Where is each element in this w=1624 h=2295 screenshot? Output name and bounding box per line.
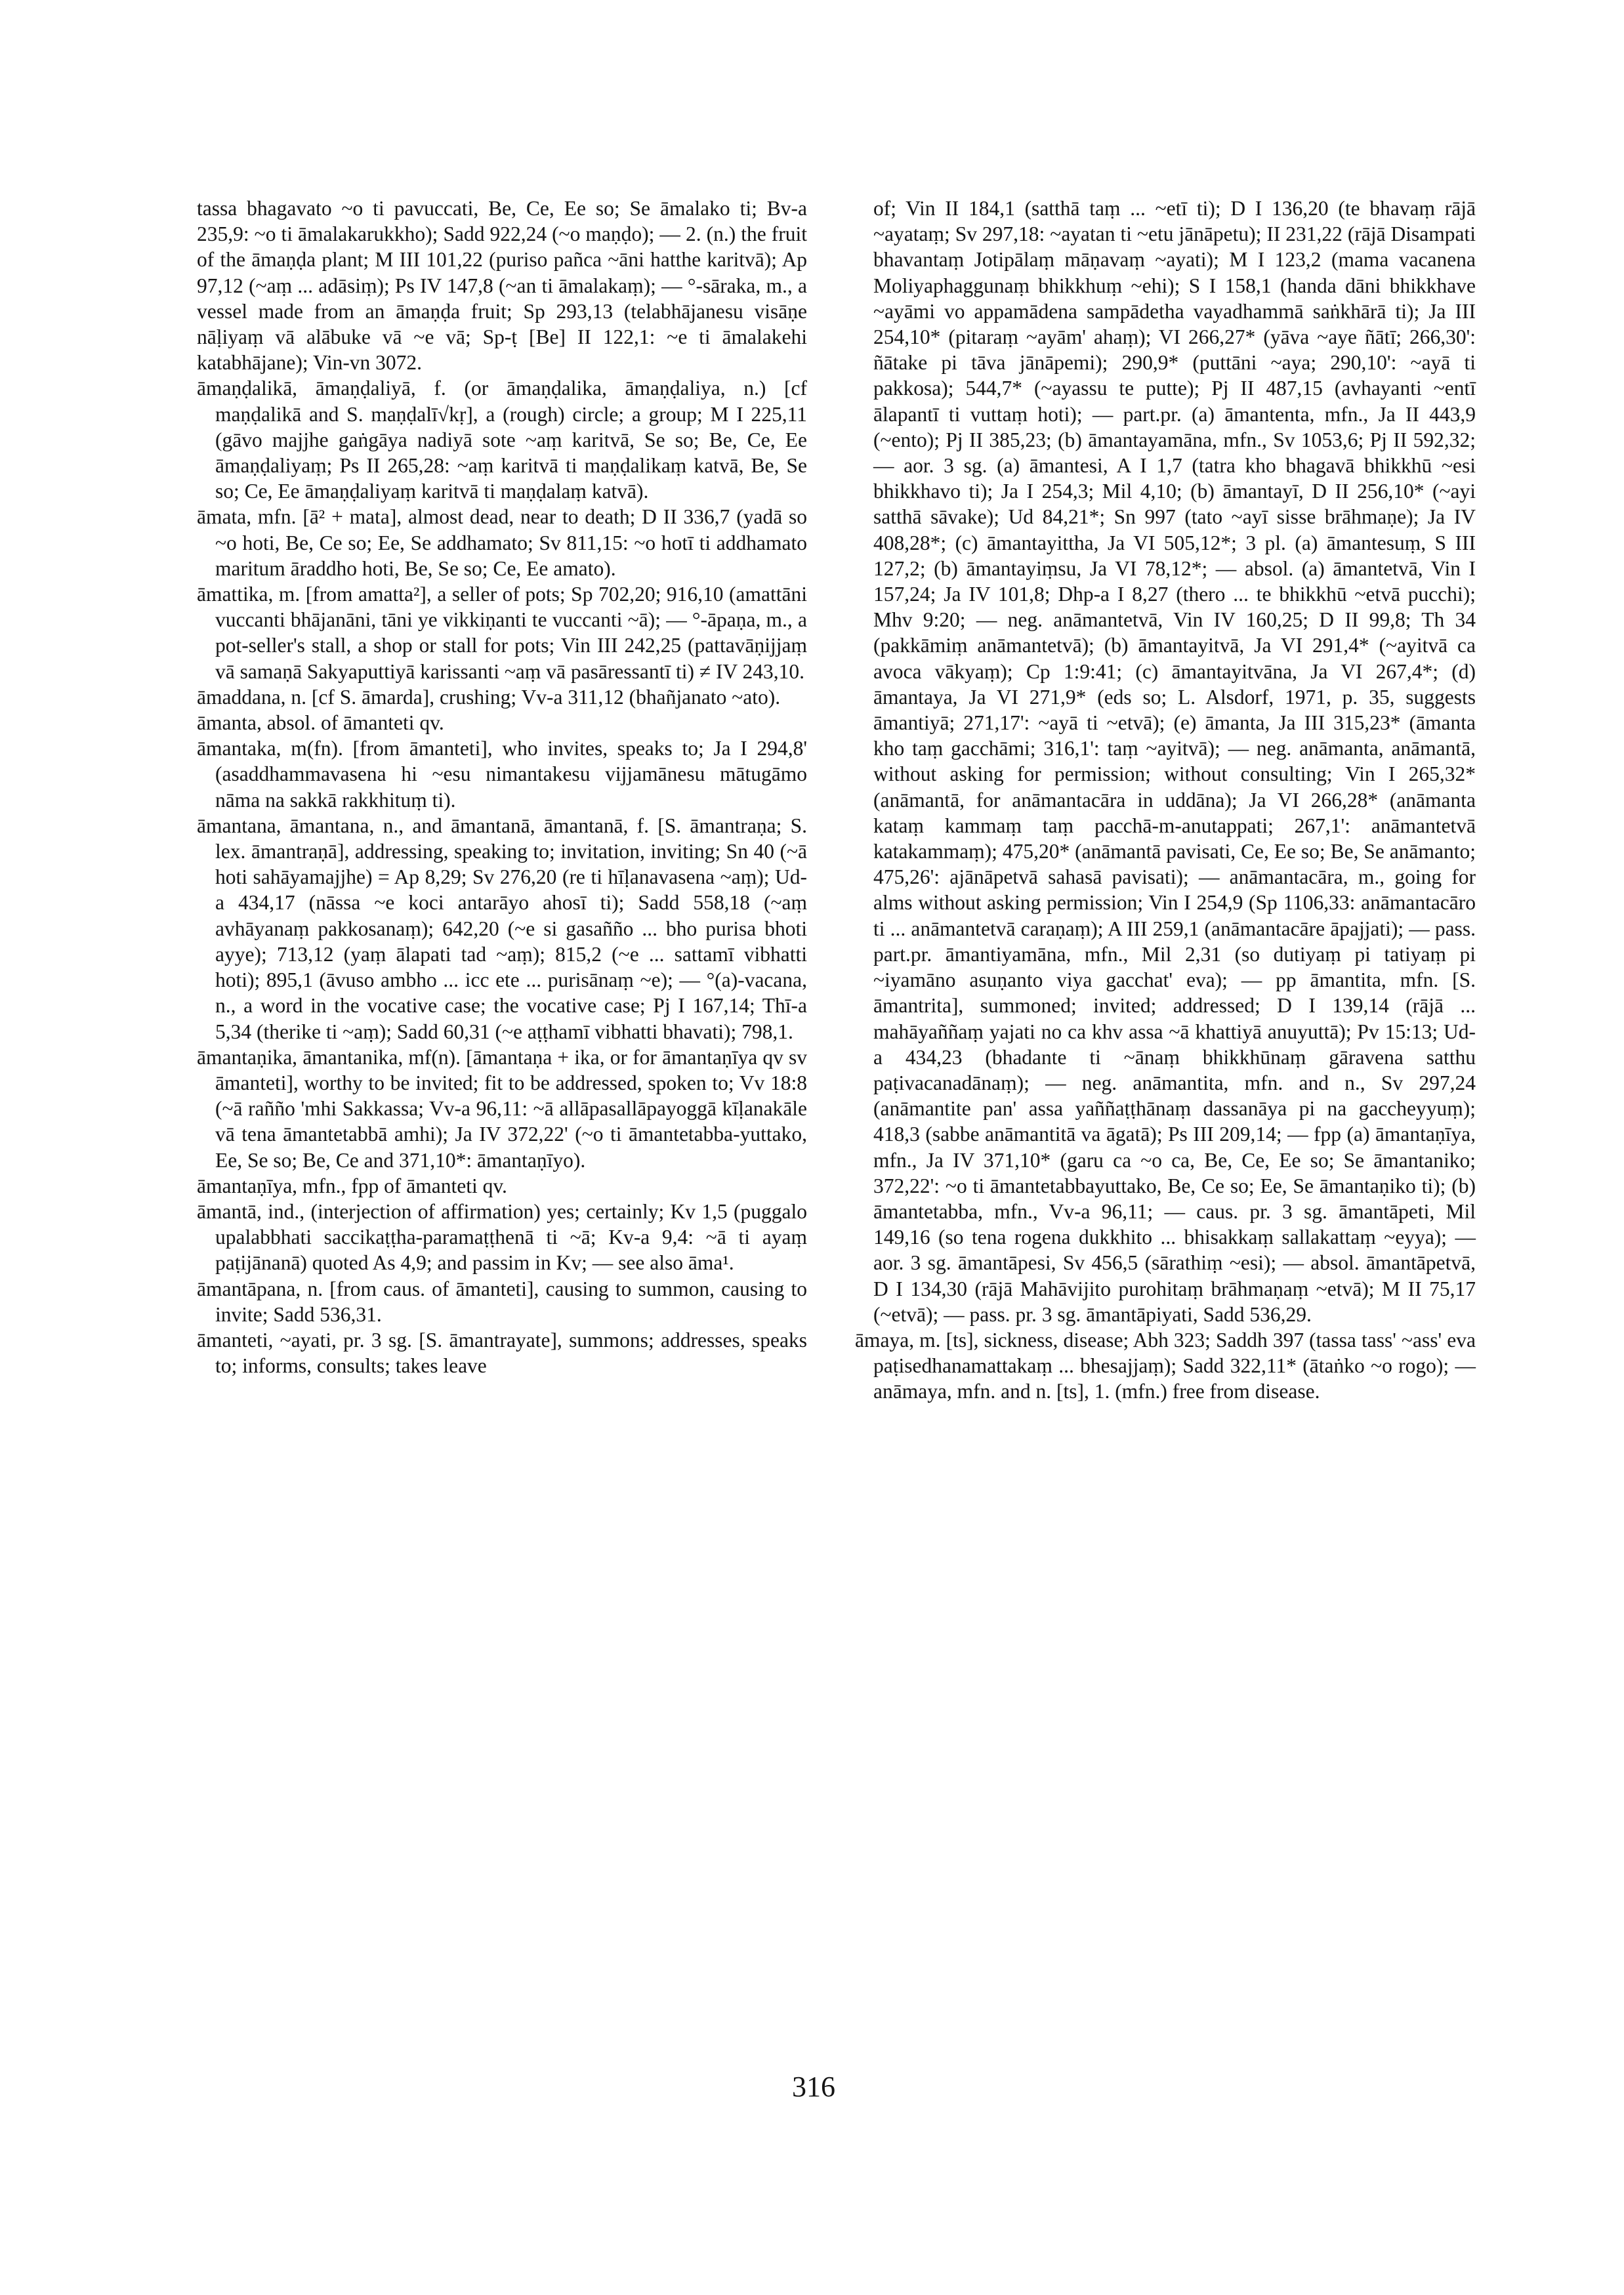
entry-amantana: āmantana, āmantana, n., and āmantanā, āmantanā, f. [S. āmantraṇa; S. lex. āmantraṇā], addressing, speaking to; invitation, inviting; Sn 40 (~ā hoti sahāyamajjhe) = Ap 8,29; Sv 276,20 (re ti hīḷanavasena ~aṃ); Ud-a 434,17 (nāssa ~e koci antarāyo ahosī ti); Sadd 558,18 (~aṃ avhāyanaṃ pakkosanaṃ); 642,20 (~e si gasañño ... bho purisa bhoti ayye); 713,12 (yaṃ ālapati tad ~aṃ); 815,2 (~e ... sattamī vibhatti hoti); 895,1 (āvuso ambho ... icc ete ... purisānaṃ ~e); — °(a)-vacana, n., a word in the vocative case; the vocative case; Pj I 167,14; Thī-a 5,34 (therike ti ~aṃ); Sadd 60,31 (~e aṭṭhamī vibhatti bhavati); 798,1. bbox=[197, 814, 807, 1043]
entry-amaddana: āmaddana, n. [cf S. āmarda], crushing; Vv-a 311,12 (bhañjanato ~ato). bbox=[197, 685, 781, 709]
entry-amanta-ind: āmantā, ind., (interjection of affirmation) yes; certainly; Kv 1,5 (puggalo upalabbhati saccikaṭṭha-paramaṭṭhenā ti ~ā; Kv-a 9,4: ~ā ti ayaṃ paṭijānanā) quoted As 4,9; and passim in Kv; — see also āma¹. bbox=[197, 1199, 807, 1275]
entry-amanta: āmanta, absol. of āmanteti qv. bbox=[197, 711, 444, 735]
entry-amanteti: āmanteti, ~ayati, pr. 3 sg. [S. āmantrayate], summons; addresses, speaks to; informs, consults; takes leave bbox=[197, 1328, 807, 1378]
entry-amantapana: āmantāpana, n. [from caus. of āmanteti], causing to summon, causing to invite; Sadd 536,31. bbox=[197, 1277, 807, 1326]
left-column bbox=[197, 196, 807, 1378]
entry-amantaniya: āmantaṇīya, mfn., fpp of āmanteti qv. bbox=[197, 1174, 507, 1197]
entry-amantaka: āmantaka, m(fn). [from āmanteti], who invites, speaks to; Ja I 294,8' (asaddhammavasena hi ~esu nimantakesu vijjamānesu mātugāmo nāma na sakkā rakkhituṃ ti). bbox=[197, 737, 807, 812]
entry-amaya: āmaya, m. [ts], sickness, disease; Abh 323; Saddh 397 (tassa tass' ~ass' eva paṭisedhanamattakaṃ ... bhesajjaṃ); Sadd 322,11* (ātaṅko ~o rogo); — anāmaya, mfn. and n. [ts], 1. (mfn.) free from disease. bbox=[855, 1328, 1476, 1403]
right-column bbox=[855, 196, 1476, 1405]
entry-amattika: āmattika, m. [from amatta²], a seller of pots; Sp 702,20; 916,10 (amattāni vuccanti bhājanāni, tāni ye vikkiṇanti te vuccanti ~ā); — °-āpaṇa, m., a pot-seller's stall, a shop or stall for pots; Vin III 242,25 (pattavāṇijjaṃ vā samaṇā Sakyaputtiyā karissanti ~aṃ vā pasāressantī ti) ≠ IV 243,10. bbox=[197, 583, 807, 683]
entry-amantanika: āmantaṇika, āmantanika, mf(n). [āmantaṇa + ika, or for āmantaṇīya qv sv āmanteti], worthy to be invited; fit to be addressed, spoken to; Vv 18:8 (~ā rañño 'mhi Sakkassa; Vv-a 96,11: ~ā allāpasallāpayoggā kīḷanakāle vā tena āmantetabbā amhi); Ja IV 372,22' (~o ti āmantetabba-yuttako, Ee, Se so; Be, Ce and 371,10*: āmantaṇīyo). bbox=[197, 1045, 807, 1172]
page-number: 316 bbox=[792, 2071, 835, 2103]
entry-continuation: tassa bhagavato ~o ti pavuccati, Be, Ce, Ee so; Se āmalako ti; Bv-a 235,9: ~o ti āmalakarukkho); Sadd 922,24 (~o maṇḍo); — 2. (n.) the fruit of the āmaṇḍa plant; M III 101,22 (puriso pañca ~āni hatthe karitvā); Ap 97,12 (~aṃ ... adāsiṃ); Ps IV 147,8 (~an ti āmalakaṃ); — °-sāraka, m., a vessel made from an āmaṇḍa fruit; Sp 293,13 (telabhājanesu visāṇe nāḷiyaṃ vā alābuke vā ~e vā; Sp-ṭ [Be] II 122,1: ~e ti āmalakehi katabhājane); Vin-vn 3072. bbox=[197, 197, 807, 375]
entry-amanteti-continuation: of; Vin II 184,1 (satthā taṃ ... ~etī ti); D I 136,20 (te bhavaṃ rājā ~ayataṃ; Sv 297,18: ~ayatan ti ~etu jānāpetu); II 231,22 (rājā Disampati bhavantaṃ Jotipālaṃ māṇavaṃ ~ayati); M I 123,2 (mama vacanena Moliyaphaggunaṃ bhikkhuṃ ~ehi); S I 158,1 (handa dāni bhikkhave ~ayāmi vo appamādena sampādetha vayadhammā saṅkhārā ti); Ja III 254,10* (pitaraṃ ~ayām' ahaṃ); VI 266,27* (yāva ~aye ñātī; 266,30': ñātake pi tāva jānāpemi); 290,9* (puttāni ~aya; 290,10': ~ayā ti pakkosa); 544,7* (~ayassu te putte); Pj II 487,15 (avhayanti ~entī ālapantī ti vuttaṃ hoti); — part.pr. (a) āmantenta, mfn., Ja II 443,9 (~ento); Pj II 385,23; (b) āmantayamāna, mfn., Sv 1053,6; Pj II 592,32; — aor. 3 sg. (a) āmantesi, A I 1,7 (tatra kho bhagavā bhikkhū ~esi bhikkhavo ti); Ja I 254,3; Mil 4,10; (b) āmantayī, D II 256,10* (~ayi satthā sāvake); Ud 84,21*; Sn 997 (tato ~ayī sisse brāhmaṇe); Ja IV 408,28*; (c) āmantayittha, Ja VI 505,12*; 3 pl. (a) āmantesuṃ, S III 127,2; (b) āmantayiṃsu, Ja VI 78,12*; — absol. (a) āmantetvā, Vin I 157,24; Ja IV 101,8; Dhp-a I 8,27 (thero ... te bhikkhū ~etvā pucchi); Mhv 9:20; — neg. anāmantetvā, Vin IV 160,25; D II 99,8; Th 34 (pakkāmiṃ anāmantetvā); (b) āmantayitvā, Ja VI 291,4* (~ayitvā ca avoca vākyaṃ); Cp 1:9:41; (c) āmantayitvāna, Ja VI 267,4*; (d) āmantaya, Ja VI 271,9* (eds so; L. Alsdorf, 1971, p. 35, suggests āmantiyā; 271,17': ~ayā ti ~etvā); (e) āmanta, Ja III 315,23* (āmanta kho taṃ gacchāmi; 316,1': taṃ ~ayitvā); — neg. anāmanta, anāmantā, without asking for permission; without consulting; Vin I 265,32* (anāmantā, for anāmantacāra in uddāna); Ja VI 266,28* (anāmanta kataṃ kammaṃ taṃ pacchā-m-anutappati; 267,1': anāmantetvā katakammaṃ); 475,20* (anāmantā pavisati, Ce, Ee so; Be, Se anāmanto; 475,26': ajānāpetvā sahasā pavisati); — anāmantacāra, m., going for alms without asking permission; Vin I 254,9 (Sp 1106,33: anāmantacāro ti ... anāmantetvā caraṇaṃ); A III 259,1 (anāmantacāre āpajjati); — pass. part.pr. āmantiyamāna, mfn., Mil 2,31 (so dutiyaṃ pi tatiyaṃ pi ~iyamāno asuṇanto viya gacchat' eva); — pp āmantita, mfn. [S. āmantrita], summoned; invited; addressed; D I 139,14 (rājā ... mahāyaññaṃ yajati no ca khv assa ~ā khattiyā anuyuttā); Pv 15:13; Ud-a 434,23 (bhadante ti ~ānaṃ bhikkhūnaṃ gāravena satthu paṭivacanadānaṃ); — neg. anāmantita, mfn. and n., Sv 297,24 (anāmantite pan' assa yaññaṭṭhānaṃ dassanāya pi na gaccheyyuṃ); 418,3 (sabbe anāmantitā va āgatā); Ps III 209,14; — fpp (a) āmantaṇīya, mfn., Ja IV 371,10* (garu ca ~o ca, Be, Ce, Ee so; Se āmantaniko; 372,22': ~o ti āmantetabbayuttako, Be, Ce so; Ee, Se āmantaṇiko ti); (b) āmantetabba, mfn., Vv-a 96,11; — caus. pr. 3 sg. āmantāpeti, Mil 149,16 (so tena rogena dukkhito ... bhisakkaṃ sallakattaṃ ~eyya); — aor. 3 sg. āmantāpesi, Sv 456,5 (sārathiṃ ~esi); — absol. āmantāpetvā, D I 134,30 (rājā Mahāvijito purohitaṃ brāhmaṇaṃ ~etvā); M II 75,17 (~etvā); — pass. pr. 3 sg. āmantāpiyati, Sadd 536,29. bbox=[873, 197, 1476, 1326]
entry-amata: āmata, mfn. [ā² + mata], almost dead, near to death; D II 336,7 (yadā so ~o hoti, Be, Ce so; Ee, Se addhamato; Sv 811,15: ~o hotī ti addhamato maritum āraddho hoti, Be, Se so; Ce, Ee amato). bbox=[197, 505, 807, 580]
entry-amandalika: āmaṇḍalikā, āmaṇḍaliyā, f. (or āmaṇḍalika, āmaṇḍaliya, n.) [cf maṇḍalikā and S. maṇḍalī√kṛ], a (rough) circle; a group; M I 225,11 (gāvo majjhe gaṅgāya nadiyā sote ~aṃ karitvā, Se so; Be, Ce, Ee āmaṇḍaliyaṃ; Ps II 265,28: ~aṃ karitvā ti maṇḍalikaṃ katvā, Be, Se so; Ce, Ee āmaṇḍaliyaṃ karitvā ti maṇḍalaṃ katvā). bbox=[197, 377, 807, 503]
